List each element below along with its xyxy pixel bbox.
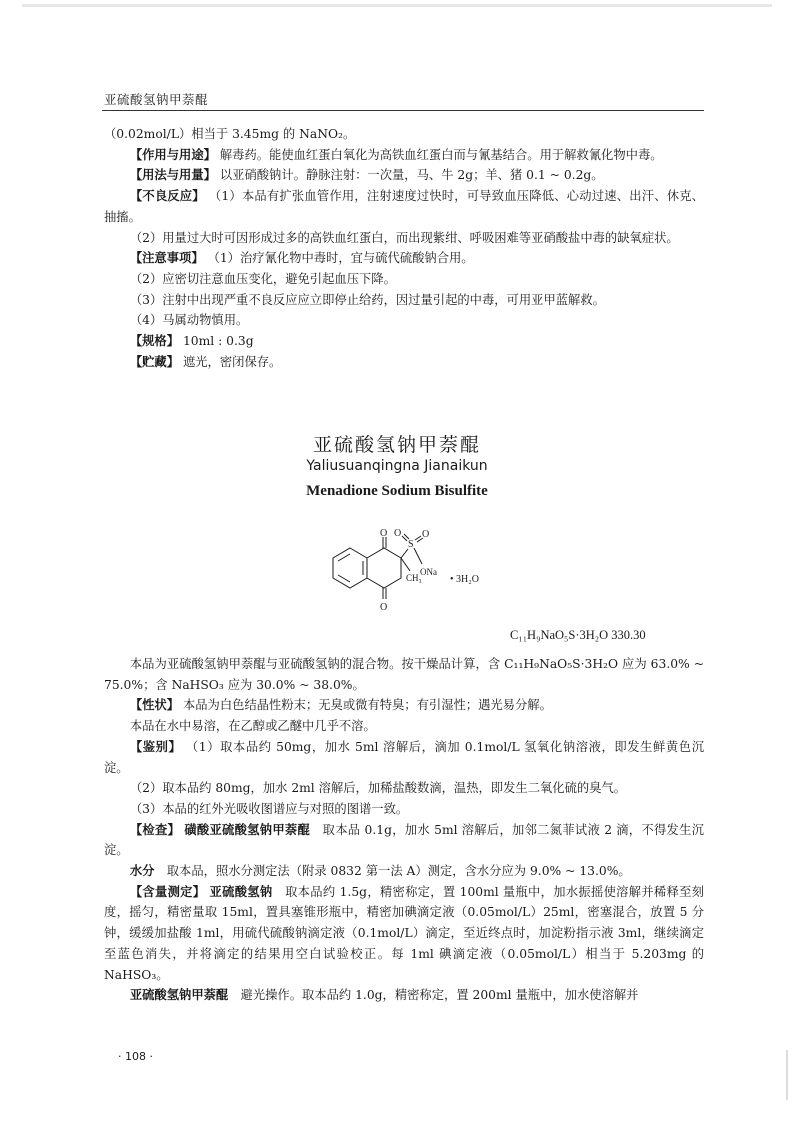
water-text: 取本品，照水分测定法（附录 0832 第一法 A）测定，含水分应为 9.0% ~ 13.0%。 bbox=[166, 864, 631, 879]
benzene-ring bbox=[333, 548, 367, 588]
atom-o-left: O bbox=[394, 528, 402, 539]
storage-heading: 【贮藏】 bbox=[129, 354, 180, 369]
paragraph-storage bbox=[104, 352, 704, 373]
paragraph-assay-2 bbox=[104, 985, 704, 1006]
hydrate-label: • 3H₂O bbox=[450, 574, 479, 585]
atom-o-right: O bbox=[422, 529, 430, 540]
paragraph-intro: 本品为亚硫酸氢钠甲萘醌与亚硫酸氢钠的混合物。按干燥品计算，含 C₁₁H₉NaO₅S·3H₂O 应为 63.0% ~ 75.0%；含 NaHSO₃ 应为 30.0% ~ 38.0%。 bbox=[104, 657, 704, 692]
identification-text-1: （1）取本品约 50mg，加水 5ml 溶解后，滴加 0.1mol/L 氢氧化钠溶液，即发生鲜黄色沉淀。 bbox=[104, 739, 704, 775]
usage-heading: 【作用与用途】 bbox=[129, 147, 216, 162]
aromatic-double-bond bbox=[338, 554, 350, 561]
paragraph-check bbox=[104, 820, 704, 861]
paragraph-caution-3: （3）注射中出现严重不良反应应立即停止给药，因过量引起的中毒，可用亚甲蓝解救。 bbox=[129, 292, 605, 307]
assay-heading: 【含量测定】 bbox=[129, 884, 206, 899]
paragraph-adverse-2: （2）用量过大时可因形成过多的高铁血红蛋白，而出现紫绀、呼吸困难等亚硝酸盐中毒的缺氧症状。 bbox=[129, 230, 679, 245]
structural-formula bbox=[318, 528, 518, 628]
atom-o-top: O bbox=[380, 528, 388, 539]
check-text: 取本品 0.1g，加水 5ml 溶解后，加邻二氮菲试液 2 滴，不得发生沉淀。 bbox=[104, 822, 704, 858]
paragraph-identification-1 bbox=[104, 737, 704, 778]
paragraph-water bbox=[104, 861, 704, 882]
scan-edge-right bbox=[786, 1050, 788, 1100]
assay2-subheading: 亚硫酸氢钠甲萘醌 bbox=[129, 988, 229, 1003]
atom-labels bbox=[380, 528, 479, 613]
monograph-title-pinyin: Yaliusuanqingna Jianaikun bbox=[306, 458, 488, 474]
assay2-text: 避光操作。取本品约 1.0g，精密称定，置 200ml 量瓶中，加水使溶解并 bbox=[240, 988, 639, 1003]
atom-o-bottom: O bbox=[380, 602, 388, 613]
c-s-bond bbox=[401, 549, 408, 558]
previous-monograph-section bbox=[104, 124, 704, 372]
caution-text-1: （1）治疗氰化物中毒时，宜与硫代硫酸钠合用。 bbox=[207, 251, 474, 266]
paragraph-characters bbox=[104, 695, 704, 716]
characters-text: 本品为白色结晶性粉末；无臭或微有特臭；有引湿性；遇光易分解。 bbox=[182, 698, 552, 713]
characters-heading: 【性状】 bbox=[129, 698, 180, 713]
spec-text: 10ml : 0.3g bbox=[182, 334, 254, 349]
paragraph-solubility: 本品在水中易溶，在乙醇或乙醚中几乎不溶。 bbox=[129, 719, 376, 734]
check-heading: 【检查】 bbox=[129, 822, 181, 837]
aromatic-double-bond bbox=[338, 575, 350, 582]
monograph-title-cn: 亚硫酸氢钠甲萘醌 bbox=[312, 434, 481, 456]
water-subheading: 水分 bbox=[129, 864, 155, 879]
atom-ona: ONa bbox=[420, 567, 437, 577]
storage-text: 遮光，密闭保存。 bbox=[182, 354, 282, 369]
paragraph-caution-4: （4）马属动物慎用。 bbox=[129, 313, 249, 328]
quinone-ring bbox=[367, 548, 401, 588]
scan-edge bbox=[22, 4, 772, 7]
c-ch3-bond bbox=[401, 558, 410, 571]
paragraph-spec bbox=[104, 331, 704, 352]
dosage-text: 以亚硝酸钠计。静脉注射：一次量，马、牛 2g；羊、猪 0.1 ~ 0.2g。 bbox=[219, 168, 604, 183]
page-number: · 108 · bbox=[118, 1050, 153, 1063]
paragraph-usage bbox=[104, 145, 704, 166]
identification-heading: 【鉴别】 bbox=[129, 739, 182, 754]
check-subheading: 磺酸亚硫酸氢钠甲萘醌 bbox=[184, 822, 311, 837]
paragraph-adverse-1 bbox=[104, 186, 704, 227]
adverse-text-1: （1）本品有扩张血管作用，注射速度过快时，可导致血压降低、心动过速、出汗、休克、抽搐。 bbox=[104, 189, 704, 224]
dosage-heading: 【用法与用量】 bbox=[129, 168, 216, 183]
atom-ch3: CH₃ bbox=[406, 573, 422, 583]
paragraph-identification-3: （3）本品的红外光吸收图谱应与对照的图谱一致。 bbox=[129, 801, 409, 816]
assay-text: 取本品约 1.5g，精密称定，置 100ml 量瓶中，加水振摇使溶解并稀释至刻度，摇匀，精密量取 15ml，置具塞锥形瓶中，精密加碘滴定液（0.05mol/L）25ml，密塞混合，放置 5 分钟，缓缓加盐酸 1ml，用硫代硫酸钠滴定液（0.1mol/L）滴定，至近终点时，加淀粉指示液 3ml，继续滴定至蓝色消失，并将滴定的结果用空白试验校正。每 1ml 碘滴定液（0.05mol/L）相当于 5.203mg 的 NaHSO₃。 bbox=[104, 884, 704, 982]
monograph-title-en: Menadione Sodium Bisulfite bbox=[306, 483, 488, 499]
s-ona-bond bbox=[414, 548, 422, 564]
paragraph-dosage bbox=[104, 165, 704, 186]
molecular-formula: C₁₁H₉NaO₅S·3H₂O 330.30 bbox=[510, 628, 646, 642]
atom-s: S bbox=[408, 539, 414, 550]
adverse-heading: 【不良反应】 bbox=[129, 189, 205, 204]
assay-subheading: 亚硫酸氢钠 bbox=[209, 884, 273, 899]
paragraph-caution-2: （2）应密切注意血压变化，避免引起血压下降。 bbox=[129, 271, 396, 286]
header-rule bbox=[102, 110, 704, 111]
running-head: 亚硫酸氢钠甲萘醌 bbox=[104, 92, 209, 107]
paragraph-identification-2: （2）取本品约 80mg，加水 2ml 溶解后，加稀盐酸数滴，温热，即发生二氧化硫的臭气。 bbox=[129, 781, 627, 796]
paragraph-caution-1 bbox=[104, 248, 704, 269]
usage-text: 解毒药。能使血红蛋白氧化为高铁血红蛋白而与氰基结合。用于解救氰化物中毒。 bbox=[219, 147, 663, 162]
caution-heading: 【注意事项】 bbox=[129, 251, 204, 266]
spec-heading: 【规格】 bbox=[129, 334, 180, 349]
monograph-body bbox=[104, 654, 704, 1006]
paragraph-assay bbox=[104, 882, 704, 986]
paragraph-equivalence: （0.02mol/L）相当于 3.45mg 的 NaNO₂。 bbox=[104, 127, 356, 141]
